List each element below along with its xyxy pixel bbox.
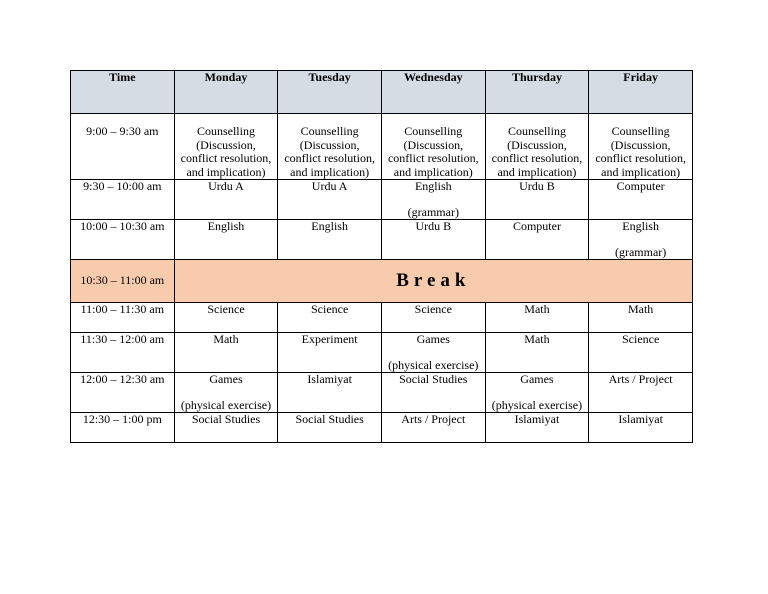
- subject-label: Islamiyat: [618, 412, 663, 426]
- subject-cell: [174, 220, 278, 260]
- time-cell: 9:30 – 10:00 am: [71, 180, 175, 220]
- subject-cell: [278, 303, 382, 333]
- table-row: [71, 180, 693, 220]
- subject-cell: [485, 413, 589, 443]
- subject-cell: [278, 333, 382, 373]
- header-day: Friday: [589, 71, 693, 114]
- subject-label: Science: [207, 302, 245, 316]
- subject-label: English: [622, 219, 659, 233]
- subject-label: Math: [213, 332, 239, 346]
- subject-label: Games: [209, 372, 243, 386]
- subject-label: Arts / Project: [401, 412, 466, 426]
- subject-label: Math: [524, 302, 550, 316]
- subject-cell: [174, 373, 278, 413]
- subject-cell: [381, 303, 485, 333]
- time-cell: 12:00 – 12:30 am: [71, 373, 175, 413]
- table-row: [71, 303, 693, 333]
- subject-label: Computer: [616, 179, 665, 193]
- header-day: Monday: [174, 71, 278, 114]
- subject-label: Science: [621, 332, 660, 346]
- subject-label: Urdu A: [311, 179, 348, 193]
- subject-note: (grammar): [614, 244, 667, 259]
- time-cell: 10:00 – 10:30 am: [71, 220, 175, 260]
- time-cell: 11:30 – 12:00 am: [71, 333, 175, 373]
- subject-cell: Counselling (Discussion, conflict resolution, and implication): [174, 114, 278, 180]
- subject-cell: Counselling (Discussion, conflict resolution, and implication): [381, 114, 485, 180]
- subject-label: English: [207, 219, 245, 233]
- subject-cell: [381, 333, 485, 373]
- subject-note: (physical exercise): [388, 357, 479, 372]
- header-day: Tuesday: [278, 71, 382, 114]
- table-row: [71, 373, 693, 413]
- subject-label: Urdu A: [208, 179, 244, 193]
- subject-cell: [485, 373, 589, 413]
- subject-cell: [381, 413, 485, 443]
- time-cell: 9:00 – 9:30 am: [71, 114, 175, 180]
- subject-cell: [485, 303, 589, 333]
- subject-label: Islamiyat: [307, 372, 352, 386]
- subject-cell: [589, 220, 693, 260]
- subject-label: Math: [524, 332, 550, 346]
- break-label: Break: [174, 260, 692, 303]
- subject-label: Islamiyat: [514, 412, 560, 426]
- subject-label: Arts / Project: [608, 372, 673, 386]
- subject-cell: [278, 180, 382, 220]
- subject-label: Games: [520, 372, 554, 386]
- table-row: [71, 413, 693, 443]
- subject-cell: [485, 220, 589, 260]
- subject-cell: Counselling (Discussion, conflict resolution, and implication): [589, 114, 693, 180]
- subject-cell: [589, 333, 693, 373]
- timetable: [70, 70, 693, 443]
- subject-cell: Counselling (Discussion, conflict resolution, and implication): [485, 114, 589, 180]
- time-cell: 12:30 – 1:00 pm: [71, 413, 175, 443]
- subject-label: Games: [416, 332, 450, 346]
- subject-label: Urdu B: [519, 179, 555, 193]
- subject-note: (physical exercise): [491, 397, 583, 412]
- header-time: Time: [71, 71, 175, 114]
- subject-cell: [381, 373, 485, 413]
- break-row: [71, 260, 693, 303]
- subject-cell: [485, 333, 589, 373]
- subject-cell: [589, 413, 693, 443]
- subject-cell: [278, 413, 382, 443]
- subject-label: Social Studies: [399, 372, 468, 386]
- subject-cell: [278, 220, 382, 260]
- subject-cell: [381, 180, 485, 220]
- subject-label: English: [311, 219, 348, 233]
- subject-cell: [485, 180, 589, 220]
- subject-cell: [174, 413, 278, 443]
- time-cell: 11:00 – 11:30 am: [71, 303, 175, 333]
- subject-cell: [174, 180, 278, 220]
- table-row: [71, 114, 693, 180]
- subject-label: Urdu B: [415, 219, 452, 233]
- subject-note: (physical exercise): [180, 397, 272, 412]
- subject-cell: [589, 303, 693, 333]
- subject-cell: [589, 373, 693, 413]
- subject-label: Social Studies: [191, 412, 261, 426]
- subject-label: Math: [627, 302, 654, 316]
- subject-label: Experiment: [301, 332, 358, 346]
- subject-label: English: [414, 179, 452, 193]
- subject-note: (grammar): [407, 204, 459, 219]
- subject-cell: Counselling (Discussion, conflict resolution, and implication): [278, 114, 382, 180]
- subject-cell: [278, 373, 382, 413]
- subject-cell: [174, 333, 278, 373]
- subject-label: Science: [310, 302, 349, 316]
- time-cell: 10:30 – 11:00 am: [71, 260, 175, 303]
- subject-label: Science: [414, 302, 452, 316]
- header-day: Wednesday: [381, 71, 485, 114]
- header-day: Thursday: [485, 71, 589, 114]
- table-row: [71, 220, 693, 260]
- header-row: [71, 71, 693, 114]
- subject-cell: [589, 180, 693, 220]
- subject-label: Social Studies: [295, 412, 364, 426]
- subject-cell: [174, 303, 278, 333]
- subject-cell: [381, 220, 485, 260]
- subject-label: Computer: [512, 219, 561, 233]
- table-row: [71, 333, 693, 373]
